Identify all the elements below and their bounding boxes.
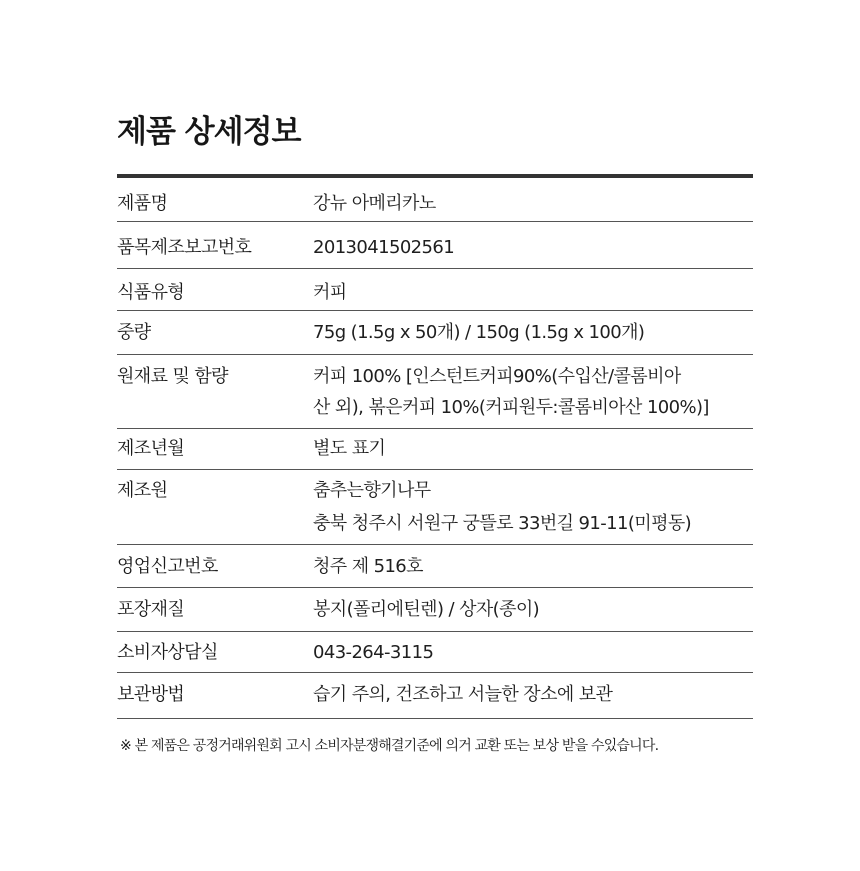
row-label: 제조원: [117, 479, 168, 501]
value-line: 춤추는향기나무: [313, 479, 431, 501]
row-label: 보관방법: [117, 683, 185, 705]
value-line: 습기 주의, 건조하고 서늘한 장소에 보관: [313, 683, 613, 705]
value-line: 75g (1.5g x 50개) / 150g (1.5g x 100개): [313, 321, 645, 343]
row-value: [313, 176, 753, 221]
table-row-ingredients: [117, 354, 753, 428]
value-line: 043-264-3115: [313, 641, 434, 663]
row-label: 원재료 및 함량: [117, 365, 228, 387]
row-value: [313, 310, 753, 354]
row-value: [313, 354, 753, 428]
value-line: 강뉴 아메리카노: [313, 193, 436, 214]
row-label: 제품명: [117, 193, 168, 214]
value-line: 청주 제 516호: [313, 555, 423, 577]
row-label: 품목제조보고번호: [117, 236, 252, 258]
table-row-storage: [117, 672, 753, 718]
table-row-report-number: [117, 221, 753, 268]
value-line: 2013041502561: [313, 236, 455, 258]
value-line: 충북 청주시 서원구 궁뜰로 33번길 91-11(미평동): [313, 512, 692, 534]
section-title: 제품 상세정보: [117, 114, 301, 150]
row-value: [313, 221, 753, 268]
table-row-manufacturer: [117, 469, 753, 544]
table-row-weight: [117, 310, 753, 354]
value-line: 별도 표기: [313, 437, 386, 459]
table-row-manufacture-date: [117, 428, 753, 469]
row-value: [313, 672, 753, 718]
row-label: 포장재질: [117, 598, 185, 620]
row-value: [313, 544, 753, 587]
row-value: [313, 268, 753, 310]
row-value: [313, 469, 753, 544]
value-line: 커피 100% [인스턴트커피90%(수입산/콜롬비아: [313, 365, 681, 387]
value-line: 산 외), 볶은커피 10%(커피원두:콜롬비아산 100%)]: [313, 396, 709, 418]
table-row-consumer-center: [117, 631, 753, 672]
row-label: 중량: [117, 321, 151, 343]
row-value: [313, 631, 753, 672]
table-row-packaging: [117, 587, 753, 631]
row-label: 식품유형: [117, 281, 185, 303]
table-row-food-type: [117, 268, 753, 310]
value-line: 커피: [313, 281, 347, 303]
row-value: [313, 428, 753, 469]
row-label: 제조년월: [117, 437, 185, 459]
row-label: 영업신고번호: [117, 555, 218, 577]
row-value: [313, 587, 753, 631]
product-spec-table: [117, 174, 753, 719]
table-row-product-name: [117, 176, 753, 221]
row-label: 소비자상담실: [117, 641, 218, 663]
value-line: 봉지(폴리에틴렌) / 상자(종이): [313, 598, 540, 620]
disclaimer-note: ※ 본 제품은 공정거래위원회 고시 소비자분쟁해결기준에 의거 교환 또는 보상 받을 수있습니다.: [120, 738, 659, 754]
table-row-business-number: [117, 544, 753, 587]
